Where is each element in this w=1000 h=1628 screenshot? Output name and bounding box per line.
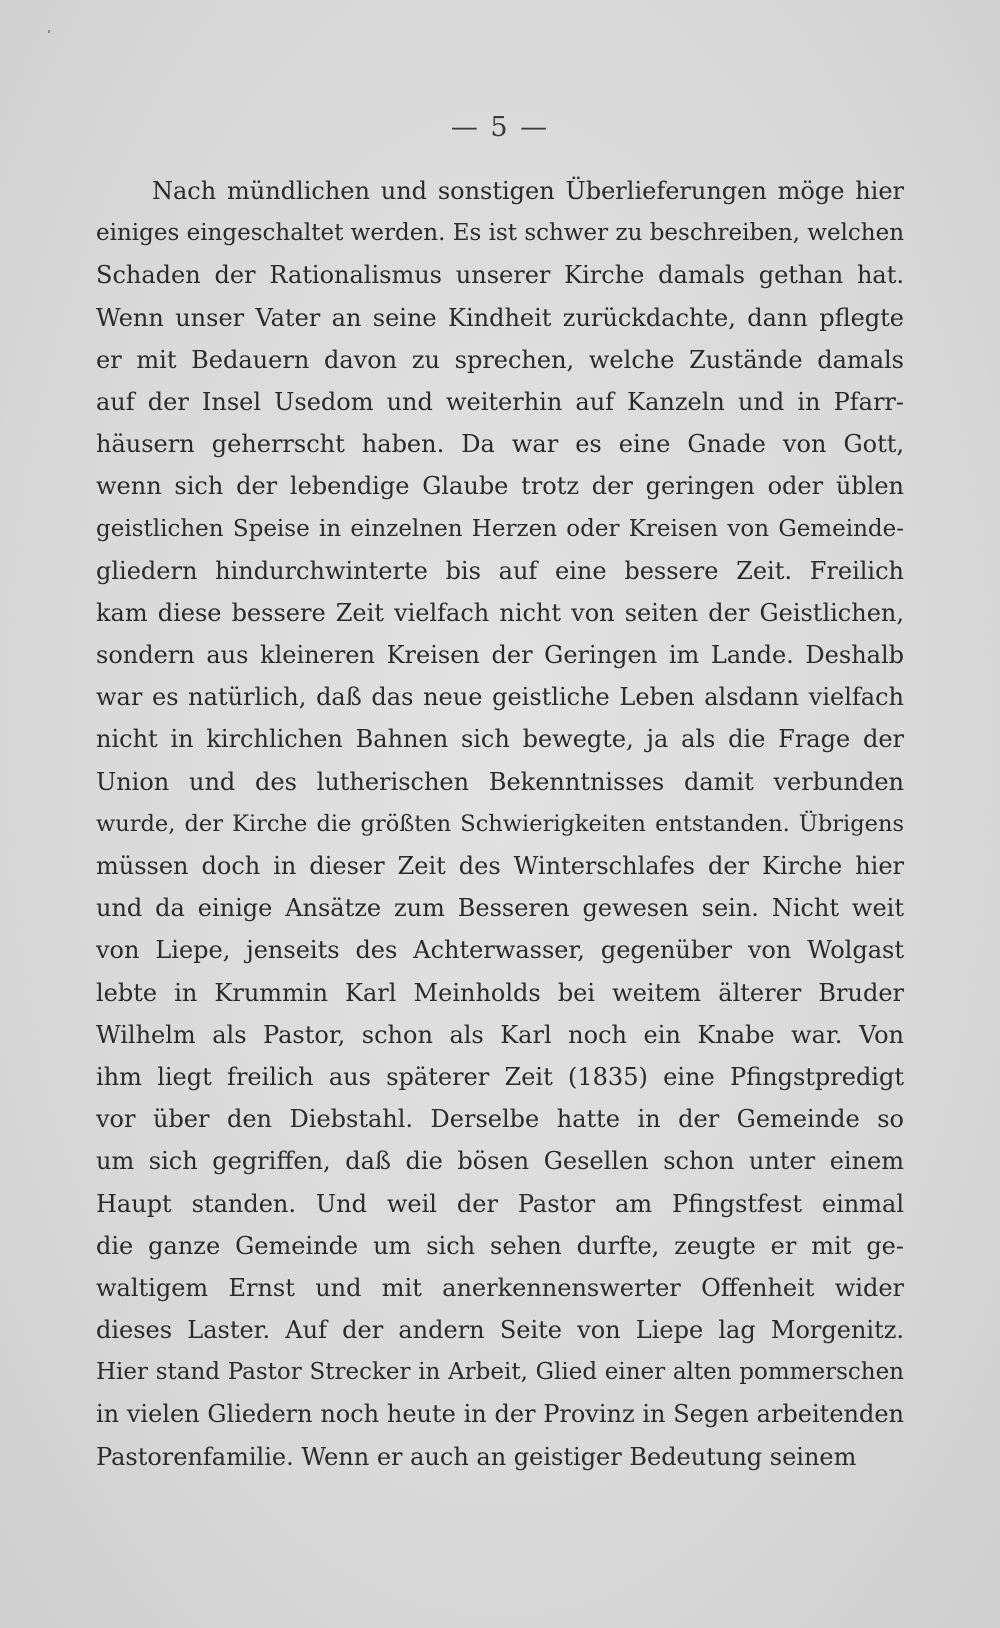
paper-speck bbox=[48, 30, 50, 33]
text-line: Wilhelm als Pastor, schon als Karl noch ein Knabe war. Von bbox=[96, 1020, 904, 1049]
text-line: Schaden der Rationalismus unserer Kirche damals gethan hat. bbox=[96, 261, 904, 290]
text-line: kam diese bessere Zeit vielfach nicht von seiten der Geistlichen, bbox=[96, 598, 904, 627]
text-line: nicht in kirchlichen Bahnen sich bewegte, ja als die Frage der bbox=[96, 725, 904, 754]
page-number: — 5 — bbox=[450, 112, 550, 143]
text-line: waltigem Ernst und mit anerkennenswerter Offenheit wider bbox=[96, 1273, 904, 1302]
text-line: einiges eingeschaltet werden. Es ist schwer zu beschreiben, welchen bbox=[96, 220, 904, 247]
text-line: wurde, der Kirche die größten Schwierigkeiten entstanden. Übrigens bbox=[96, 810, 904, 837]
text-line: in vielen Gliedern noch heute in der Provinz in Segen arbeitenden bbox=[96, 1400, 904, 1429]
text-line: häusern geherrscht haben. Da war es eine Gnade von Gott, bbox=[96, 430, 904, 459]
text-line: Pastorenfamilie. Wenn er auch an geistiger Bedeutung seinem bbox=[96, 1442, 857, 1471]
text-line: und da einige Ansätze zum Besseren gewesen sein. Nicht weit bbox=[96, 894, 904, 923]
text-line: auf der Insel Usedom und weiterhin auf Kanzeln und in Pfarr- bbox=[96, 387, 904, 416]
text-line: um sich gegriffen, daß die bösen Gesellen schon unter einem bbox=[96, 1147, 904, 1176]
text-line: Union und des lutherischen Bekenntnisses damit verbunden bbox=[96, 767, 904, 796]
text-line: Haupt standen. Und weil der Pastor am Pfingstfest einmal bbox=[96, 1189, 904, 1218]
text-line: dieses Laster. Auf der andern Seite von Liepe lag Morgenitz. bbox=[96, 1316, 904, 1345]
text-line: Hier stand Pastor Strecker in Arbeit, Glied einer alten pommerschen bbox=[96, 1359, 904, 1386]
text-line: von Liepe, jenseits des Achterwasser, gegenüber von Wolgast bbox=[96, 936, 904, 965]
text-line: wenn sich der lebendige Glaube trotz der geringen oder üblen bbox=[96, 472, 904, 501]
text-line: lebte in Krummin Karl Meinholds bei weitem älterer Bruder bbox=[96, 978, 904, 1007]
text-line: Nach mündlichen und sonstigen Überlieferungen möge hier bbox=[152, 177, 904, 205]
text-line: gliedern hindurchwinterte bis auf eine bessere Zeit. Freilich bbox=[96, 556, 904, 585]
text-line: sondern aus kleineren Kreisen der Geringen im Lande. Deshalb bbox=[96, 641, 904, 670]
text-line: er mit Bedauern davon zu sprechen, welche Zustände damals bbox=[96, 345, 904, 374]
text-line: die ganze Gemeinde um sich sehen durfte, zeugte er mit ge- bbox=[96, 1231, 904, 1260]
text-line: war es natürlich, daß das neue geistliche Leben alsdann vielfach bbox=[96, 683, 904, 712]
text-line: vor über den Diebstahl. Derselbe hatte in der Gemeinde so bbox=[96, 1105, 904, 1134]
body-text bbox=[96, 170, 904, 1478]
text-line: müssen doch in dieser Zeit des Winterschlafes der Kirche hier bbox=[96, 852, 904, 880]
text-line: Wenn unser Vater an seine Kindheit zurückdachte, dann pflegte bbox=[96, 303, 904, 332]
text-line: geistlichen Speise in einzelnen Herzen oder Kreisen von Gemeinde- bbox=[96, 515, 904, 542]
text-line: ihm liegt freilich aus späterer Zeit (1835) eine Pfingstpredigt bbox=[96, 1062, 904, 1091]
